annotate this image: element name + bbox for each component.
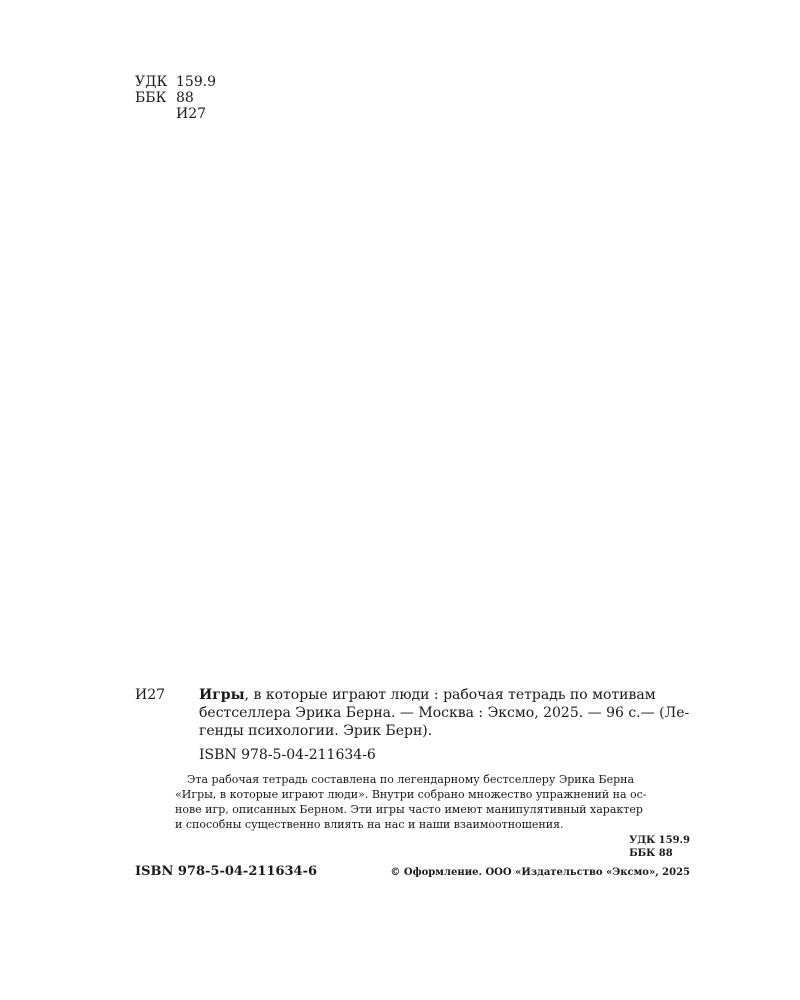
- bibliographic-record: [135, 686, 690, 858]
- record-author-mark: И27: [135, 687, 166, 703]
- record-first-line: [135, 686, 690, 704]
- author-mark-row: [135, 106, 216, 122]
- record-isbn: ISBN 978-5-04-211634-6: [199, 747, 376, 763]
- annotation-bbk: ББК 88: [629, 848, 673, 859]
- annotation-line-4: и способны существенно влиять на нас и наши взаимоотношения.: [175, 818, 564, 831]
- annotation-line-3: нове игр, описанных Берном. Эти игры часто имеют манипулятивный характер: [175, 803, 643, 816]
- record-line-3: генды психологии. Эрик Берн).: [199, 723, 433, 739]
- udk-value: 159.9: [176, 74, 217, 90]
- annotation-udk: УДК 159.9: [629, 835, 690, 846]
- record-title: Игры: [199, 687, 245, 703]
- bbk-value: 88: [176, 90, 194, 106]
- record-title-continuation: , в которые играют люди : рабочая тетрадь по мотивам: [244, 687, 656, 703]
- record-line-2: бестселлера Эрика Берна. — Москва : Эксмо, 2025. — 96 с.— (Ле-: [199, 705, 690, 721]
- author-mark: И27: [176, 106, 207, 122]
- udk-row: [135, 74, 216, 90]
- annotation: [135, 772, 690, 858]
- footer-copyright: © Оформление. ООО «Издательство «Эксмо», 2025: [390, 867, 690, 878]
- bbk-label: ББК: [135, 90, 167, 106]
- annotation-codes: [629, 834, 690, 860]
- udk-label: УДК: [135, 74, 168, 90]
- annotation-line-2: «Игры, в которые играют люди». Внутри собрано множество упражнений на ос-: [175, 788, 647, 801]
- footer-isbn: ISBN 978-5-04-211634-6: [135, 864, 318, 879]
- annotation-line-1: Эта рабочая тетрадь составлена по легендарному бестселлеру Эрика Берна: [187, 773, 635, 786]
- classification-block: [135, 74, 216, 122]
- footer: [135, 864, 690, 879]
- bbk-row: [135, 90, 216, 106]
